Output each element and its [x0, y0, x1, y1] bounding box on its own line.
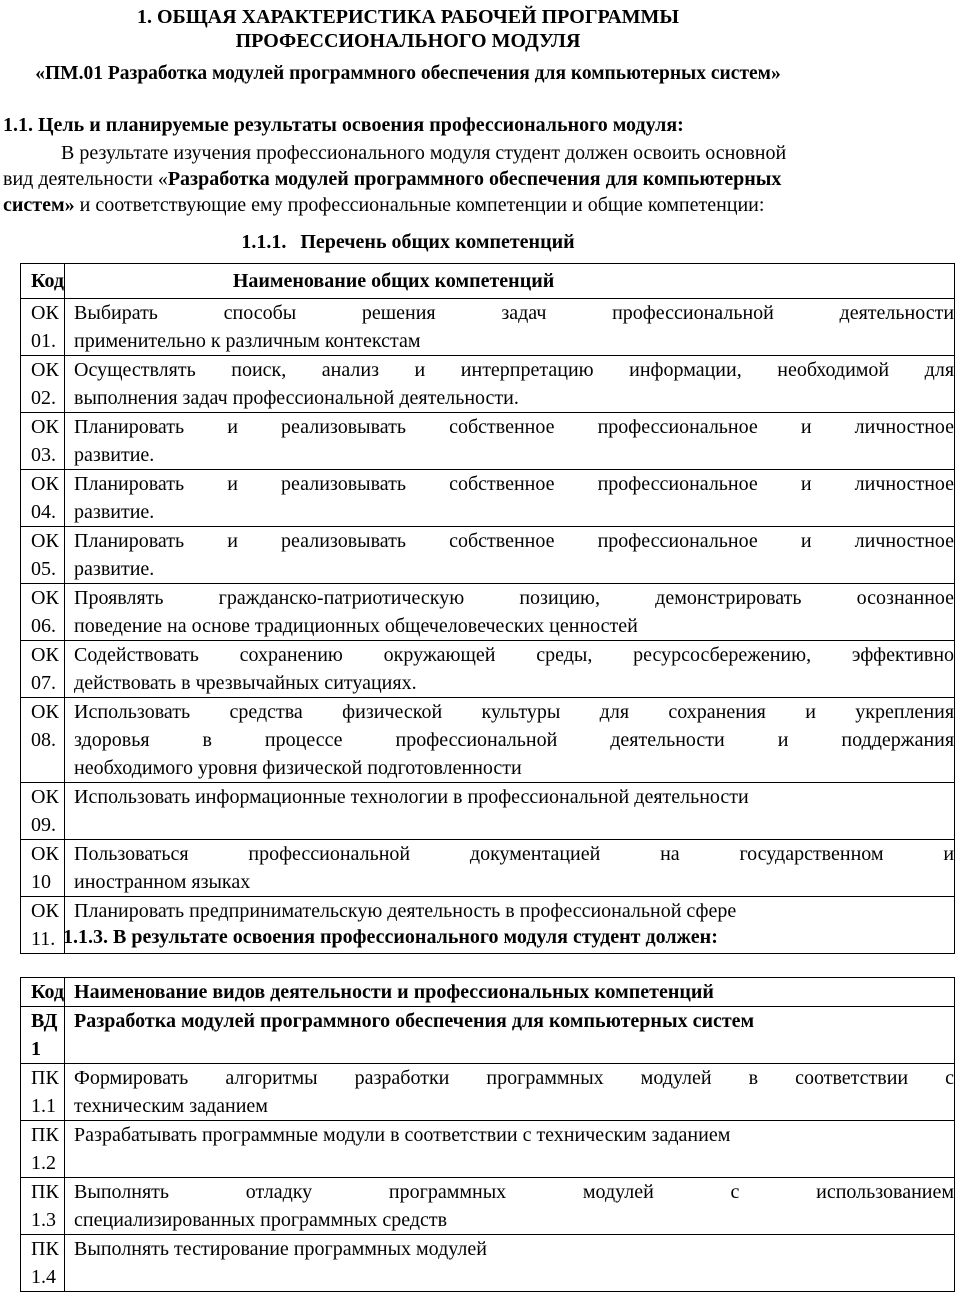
- table-row: [21, 1064, 955, 1121]
- table-row: [21, 584, 955, 641]
- section-title: Перечень общих компетенций: [300, 231, 575, 253]
- header-name: Наименование общих компетенций: [65, 264, 955, 299]
- competency-name: [65, 698, 955, 783]
- competency-code: ОК 02.: [21, 356, 65, 413]
- competency-name: [65, 470, 955, 527]
- competency-name-line: Выполнять отладку программных модулей с использованием: [74, 1181, 955, 1203]
- competency-code: ПК 1.1: [21, 1064, 65, 1121]
- competency-name-line: Планировать и реализовывать собственное профессиональное и личностное: [74, 416, 955, 438]
- competency-name: [65, 584, 955, 641]
- competency-name-line: необходимого уровня физической подготовленности: [74, 757, 522, 779]
- competency-name-line: Пользоваться профессиональной документацией на государственном и: [74, 843, 955, 865]
- competency-name: [65, 1007, 955, 1064]
- competency-name: [65, 527, 955, 584]
- table-row: [21, 641, 955, 698]
- section-1-1-1-heading: [0, 231, 816, 254]
- document-title-line-2: ПРОФЕССИОНАЛЬНОГО МОДУЛЯ: [235, 30, 581, 52]
- header-code: Код: [21, 264, 65, 299]
- competency-code: ПК 1.3: [21, 1178, 65, 1235]
- competency-name-line: иностранном языках: [74, 871, 251, 893]
- general-competencies-table: [20, 263, 955, 954]
- section-1-1-paragraph: [3, 140, 883, 218]
- competency-code: ПК 1.4: [21, 1235, 65, 1292]
- competency-code: ВД 1: [21, 1007, 65, 1064]
- table-header-row: [21, 264, 955, 299]
- module-title: «ПМ.01 Разработка модулей программного обеспечения для компьютерных систем»: [35, 63, 781, 84]
- competency-name: [65, 1121, 955, 1178]
- table-row: [21, 698, 955, 783]
- table-row: [21, 356, 955, 413]
- competency-name-line: поведение на основе традиционных общечеловеческих ценностей: [74, 615, 638, 637]
- competency-name-line: действовать в чрезвычайных ситуациях.: [74, 672, 417, 694]
- competency-name-line: здоровья в процессе профессиональной деятельности и поддержания: [74, 729, 955, 751]
- competency-name-line: Планировать предпринимательскую деятельность в профессиональной сфере: [74, 900, 737, 922]
- paragraph-line-2b: Разработка модулей программного обеспечения для компьютерных: [167, 168, 782, 190]
- competency-name: [65, 783, 955, 840]
- competency-name-line: развитие.: [74, 444, 155, 466]
- competency-name: [65, 641, 955, 698]
- competency-name: [65, 1178, 955, 1235]
- table-row: [21, 1007, 955, 1064]
- competency-code: ОК 09.: [21, 783, 65, 840]
- table-row: [21, 413, 955, 470]
- table-row: [21, 527, 955, 584]
- competency-name-line: Осуществлять поиск, анализ и интерпретацию информации, необходимой для: [74, 359, 955, 381]
- section-1-1-heading: 1.1. Цель и планируемые результаты освоения профессионального модуля:: [3, 114, 684, 136]
- paragraph-line-2a: вид деятельности «: [3, 168, 168, 190]
- table-header-row: [21, 978, 955, 1007]
- competency-name-line: выполнения задач профессиональной деятельности.: [74, 387, 519, 409]
- competency-name-line: Содействовать сохранению окружающей среды, ресурсосбережению, эффективно: [74, 644, 955, 666]
- competency-code: ОК 04.: [21, 470, 65, 527]
- competency-name-line: Планировать и реализовывать собственное профессиональное и личностное: [74, 473, 955, 495]
- competency-name-line: Проявлять гражданско-патриотическую позицию, демонстрировать осознанное: [74, 587, 955, 609]
- competency-name: [65, 1064, 955, 1121]
- competency-name-line: Разработка модулей программного обеспечения для компьютерных систем: [74, 1010, 755, 1032]
- table-row: [21, 783, 955, 840]
- competency-code: ПК 1.2: [21, 1121, 65, 1178]
- section-number: 1.1.1.: [241, 231, 287, 253]
- competency-code: ОК 03.: [21, 413, 65, 470]
- competency-name-line: Формировать алгоритмы разработки программных модулей в соответствии с: [74, 1067, 955, 1089]
- competency-name-line: Использовать средства физической культуры для сохранения и укрепления: [74, 701, 955, 723]
- competency-code: ОК 01.: [21, 299, 65, 356]
- competency-code: ОК 07.: [21, 641, 65, 698]
- header-code: Код: [21, 978, 65, 1007]
- table-row: [21, 1178, 955, 1235]
- competency-code: ОК 05.: [21, 527, 65, 584]
- competency-name-line: Использовать информационные технологии в профессиональной деятельности: [74, 786, 749, 808]
- competency-name: [65, 840, 955, 897]
- table-row: [21, 840, 955, 897]
- table-row: [21, 470, 955, 527]
- competency-name-line: Выполнять тестирование программных модулей: [74, 1238, 487, 1260]
- competency-code: ОК 06.: [21, 584, 65, 641]
- competency-name-line: техническим заданием: [74, 1095, 268, 1117]
- competency-code: ОК 11.: [21, 897, 65, 954]
- competency-name-line: Планировать и реализовывать собственное профессиональное и личностное: [74, 530, 955, 552]
- header-name: Наименование видов деятельности и профессиональных компетенций: [65, 978, 955, 1007]
- competency-name: [65, 299, 955, 356]
- section-1-1-3-heading: 1.1.3. В результате освоения профессионального модуля студент должен:: [63, 926, 718, 948]
- competency-name-line: Разрабатывать программные модули в соответствии с техническим заданием: [74, 1124, 731, 1146]
- competency-code: ОК 08.: [21, 698, 65, 783]
- competency-name: [65, 1235, 955, 1292]
- competency-name-line: Выбирать способы решения задач профессиональной деятельности: [74, 302, 955, 324]
- competency-name-line: развитие.: [74, 501, 155, 523]
- competency-name: [65, 413, 955, 470]
- table-row: [21, 1121, 955, 1178]
- paragraph-line-1: В результате изучения профессионального модуля студент должен освоить основной: [61, 142, 787, 164]
- competency-name: [65, 356, 955, 413]
- paragraph-line-3a: систем»: [3, 194, 75, 216]
- table-row: [21, 299, 955, 356]
- paragraph-line-3b: и соответствующие ему профессиональные компетенции и общие компетенции:: [74, 194, 765, 216]
- competency-name-line: развитие.: [74, 558, 155, 580]
- professional-competencies-table: [20, 977, 955, 1292]
- competency-name-line: применительно к различным контекстам: [74, 330, 421, 352]
- competency-code: ОК 10: [21, 840, 65, 897]
- competency-name-line: специализированных программных средств: [74, 1209, 448, 1231]
- table-row: [21, 1235, 955, 1292]
- document-title-line-1: 1. ОБЩАЯ ХАРАКТЕРИСТИКА РАБОЧЕЙ ПРОГРАММЫ: [136, 6, 680, 28]
